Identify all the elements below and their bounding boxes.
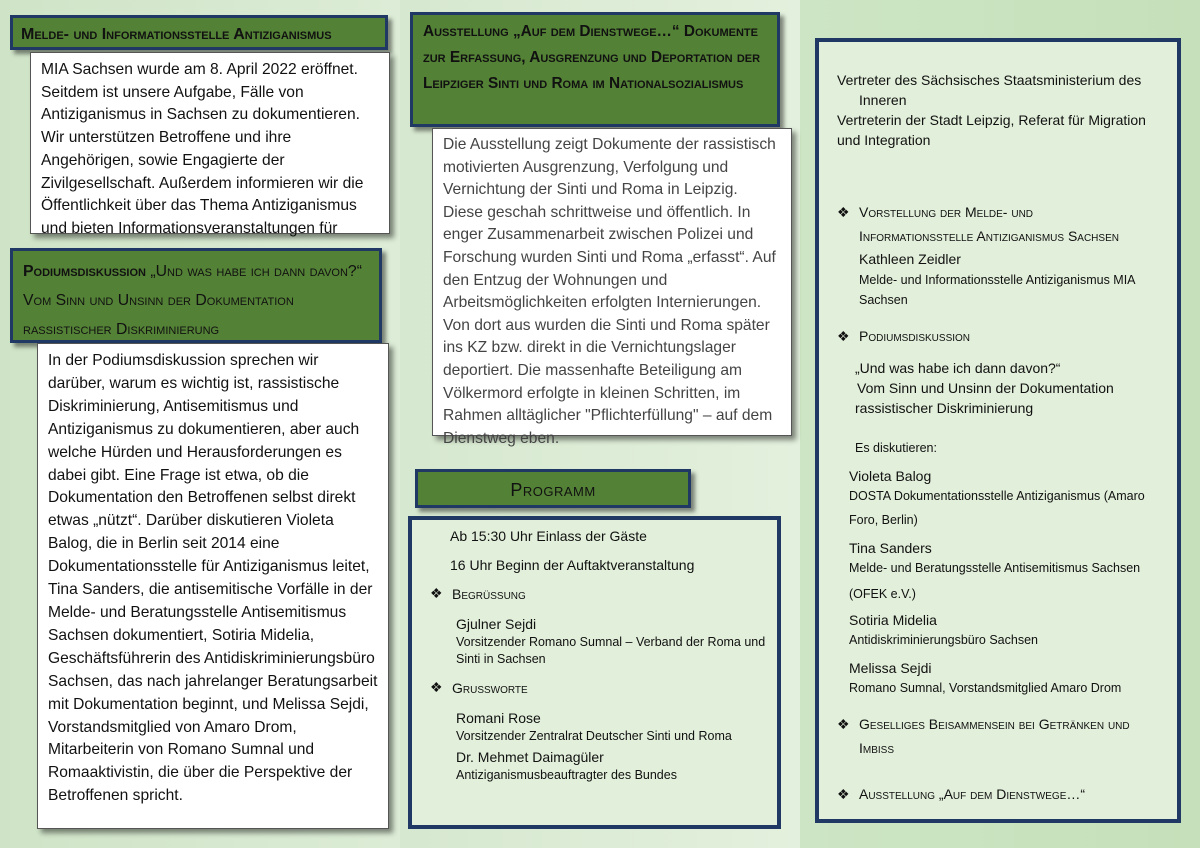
podium-textbox[interactable]	[37, 343, 389, 829]
begruessung-heading	[430, 586, 767, 602]
podium-text: In der Podiumsdiskussion sprechen wir darüber, warum es wichtig ist, rassistische Diskriminierung, Antisemitismus und Antiziganismus zu dokumentieren, aber auch welche Hürden und Herausforderungen es dabei gibt. Eine Frage ist etwa, ob die Dokumentation den Betroffenen selbst direkt etwas „nützt“. Darüber diskutieren Violeta Balog, die in Berlin seit 2014 eine Dokumentationsstelle für Antiziganismus leitet, Tina Sanders, die antisemitische Vorfälle in der Melde- und Beratungsstelle Antisemitismus Sachsen dokumentiert, Sotiria Midelia, Geschäftsführerin des Antidiskriminierungsbüro Sachsen, das nach jahrelanger Beratungsarbeit mit Dokumentation beginnt, und Melissa Sejdi, Vorstandsmitglied von Amaro Drom, Mitarbeiterin von Romano Sumnal und Romaaktivistin, die über die Perspektive der Betroffenen spricht.	[48, 352, 378, 805]
exhibition-text: Die Ausstellung zeigt Dokumente der rassistisch motivierten Ausgrenzung, Verfolgung und Vernichtung der Sinti und Roma in Leipzig. Diese geschah schrittweise und öffentlich. In enger Zusammenarbeit zwischen Polizei und Forschung wurden Sinti und Roma „erfasst“. Auf den Entzug der Wohnungen und Arbeitsmöglichkeiten erfolgten Internierungen. Von dort aus wurden die Sinti und Roma später ins KZ bzw. direkt in die Vernichtungslager deportiert. Die massenhafte Beteiligung am Völkermord erfolgte in kleinen Schritten, im Rahmen alltäglicher "Pflichterfüllung" – auf dem Dienstweg eben.	[443, 136, 776, 447]
participant-1-role: DOSTA Dokumentationsstelle Antiziganismus (Amaro	[849, 489, 1145, 503]
podium-question-line3: rassistischer Diskriminierung	[855, 400, 1034, 416]
begruessung-role: Vorsitzender Romano Sumnal – Verband der Roma und Sinti in Sachsen	[456, 635, 766, 666]
vorstellung-name: Kathleen Zeidler	[859, 251, 961, 267]
podium-heading	[837, 324, 1163, 348]
vertreter1-text: Vertreter des Sächsisches Staatsministerium des	[837, 72, 1142, 88]
grussworte-label: Grußworte	[452, 680, 528, 696]
grussworte-heading	[430, 680, 767, 696]
program-details-box	[815, 38, 1181, 823]
gesellig-heading	[837, 712, 1157, 760]
bullet-diamond-icon: ❖	[837, 716, 850, 732]
einlass-text: Ab 15:30 Uhr Einlass der Gäste	[450, 528, 647, 544]
exhibition-textbox[interactable]	[432, 128, 792, 447]
participant-3-role: Antidiskriminierungsbüro Sachsen	[849, 633, 1038, 647]
participant-4-name: Melissa Sejdi	[849, 660, 932, 676]
vorstellung-label: Vorstellung der Melde- und Informationsstelle Antiziganismus Sachsen	[859, 204, 1119, 244]
participant-2-role-cont: (OFEK e.V.)	[849, 587, 916, 601]
podium-title	[10, 248, 382, 343]
vertreter2-text: Vertreterin der Stadt Leipzig, Referat für Migration und Integration	[837, 112, 1146, 148]
begruessung-label: Begrüßung	[452, 586, 526, 602]
mia-title: Melde- und Informationsstelle Antiziganismus	[10, 15, 388, 50]
ausstellung-heading	[837, 782, 1163, 806]
gruss1-role: Vorsitzender Zentralrat Deutscher Sinti und Roma	[456, 729, 732, 743]
podium-title-label: Podiumsdiskussion	[23, 263, 146, 280]
programm-title: Programm	[415, 469, 691, 508]
bullet-diamond-icon: ❖	[837, 328, 850, 344]
podium-label: Podiumsdiskussion	[859, 328, 971, 344]
gesellig-label: Geselliges Beisammensein bei Getränken und Imbiss	[859, 716, 1130, 756]
bullet-diamond-icon: ❖	[430, 585, 443, 601]
podium-title-subtitle: „Und was habe ich dann davon?“ Vom Sinn und Unsinn der Dokumentation rassistischer Diskriminierung	[23, 263, 362, 338]
bullet-diamond-icon: ❖	[837, 786, 850, 802]
bullet-diamond-icon: ❖	[837, 204, 850, 220]
programm-box	[408, 516, 781, 829]
participant-2-role: Melde- und Beratungsstelle Antisemitismus Sachsen	[849, 561, 1141, 575]
mia-textbox[interactable]	[30, 52, 390, 237]
gruss2-role: Antiziganismusbeauftragter des Bundes	[456, 768, 677, 782]
begruessung-name: Gjulner Sejdi	[456, 616, 537, 632]
vorstellung-heading	[837, 200, 1147, 248]
podium-question-line2: Vom Sinn und Unsinn der Dokumentation	[857, 380, 1114, 396]
participant-2-name: Tina Sanders	[849, 540, 932, 556]
participant-3-name: Sotiria Midelia	[849, 612, 937, 628]
participant-1-role-cont: Foro, Berlin)	[849, 513, 918, 527]
vertreter1b-text: Inneren	[859, 92, 907, 108]
mia-text: MIA Sachsen wurde am 8. April 2022 eröffnet. Seitdem ist unsere Aufgabe, Fälle von Antiziganismus in Sachsen zu dokumentieren. Wir unterstützen Betroffene und ihre Angehörigen, sowie Engagierte der Zivilgesellschaft. Außerdem informieren wir die Öffentlichkeit über das Thema Antiziganismus und bieten Informationsveranstaltungen für	[41, 61, 364, 237]
vorstellung-role: Melde- und Informationsstelle Antiziganismus MIA Sachsen	[859, 273, 1135, 307]
exhibition-title: Ausstellung „Auf dem Dienstwege…“ Dokumente zur Erfassung, Ausgrenzung und Deportation der Leipziger Sinti und Roma im Nationalsozialismus	[410, 12, 780, 127]
bullet-diamond-icon: ❖	[430, 679, 443, 695]
gruss1-name: Romani Rose	[456, 710, 541, 726]
podium-question-line1: „Und was habe ich dann davon?“	[855, 360, 1061, 376]
beginn-text: 16 Uhr Beginn der Auftaktveranstaltung	[450, 557, 695, 573]
gruss2-name: Dr. Mehmet Daimagüler	[456, 749, 604, 765]
participant-1-name: Violeta Balog	[849, 468, 932, 484]
es-diskutieren-text: Es diskutieren:	[855, 441, 937, 455]
participant-4-role: Romano Sumnal, Vorstandsmitglied Amaro Drom	[849, 681, 1122, 695]
ausstellung-label: Ausstellung „Auf dem Dienstwege…“	[859, 786, 1086, 802]
